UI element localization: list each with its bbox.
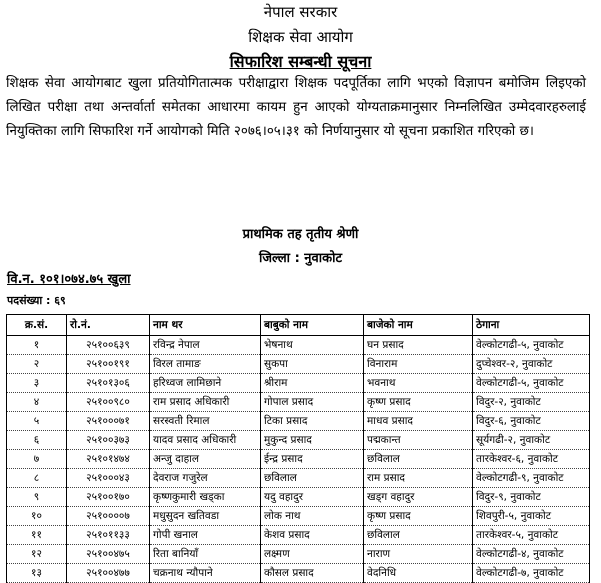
grandfather-name-cell: वेदनिधि xyxy=(364,564,473,583)
name-cell: गोपी खनाल xyxy=(150,526,261,545)
table-row xyxy=(7,545,590,564)
serial-cell: ६ xyxy=(7,431,67,450)
table-row xyxy=(7,507,590,526)
header-father-name: बाबुको नाम xyxy=(261,315,364,336)
address-cell: वेल्कोटगढी-७, नुवाकोट xyxy=(473,564,590,583)
name-cell: हरिध्वज लामिछाने xyxy=(150,374,261,393)
grandfather-name-cell: कृष्ण प्रसाद xyxy=(364,507,473,526)
father-name-cell: गोपाल प्रसाद xyxy=(261,393,364,412)
father-name-cell: यदु वहादुर xyxy=(261,488,364,507)
address-cell: सूर्यगढी-२, नुवाकोट xyxy=(473,431,590,450)
father-name-cell: टिका प्रसाद xyxy=(261,412,364,431)
serial-cell: ३ xyxy=(7,374,67,393)
name-cell: रिता बानियाँ xyxy=(150,545,261,564)
advertisement-number: वि.न. १०१।०७४.७५ खुला xyxy=(7,272,131,287)
grandfather-name-cell: घन प्रसाद xyxy=(364,336,473,355)
notice-paragraph: शिक्षक सेवा आयोगबाट खुला प्रतियोगितात्मक परीक्षाद्वारा शिक्षक पदपूर्तिका लागि भएको विज्ञापन बमोजिम लिइएको लिखित परीक्षा तथा अन्तर्वार्ता समेतका आधारमा कायम हुन आएको योग्यताक्रमानुसार निम्नलिखित उम्मेदवारहरुलाई नियुक्तिका लागि सिफारिश गर्ने आयोगको मिति २०७६।०५।३१ को निर्णयानुसार यो सूचना प्रकाशित गरिएको छ। xyxy=(6,76,586,139)
roll-number-cell: २५१००१९१ xyxy=(67,355,150,374)
table-row xyxy=(7,374,590,393)
address-cell: तारकेश्वर-६, नुवाकोट xyxy=(473,450,590,469)
name-cell: विरल तामाङ xyxy=(150,355,261,374)
address-cell: वेल्कोटगढी-५, नुवाकोट xyxy=(473,374,590,393)
grandfather-name-cell: पद्मकान्त xyxy=(364,431,473,450)
serial-cell: २ xyxy=(7,355,67,374)
address-cell: शिवपुरी-५, नुवाकोट xyxy=(473,507,590,526)
serial-cell: १० xyxy=(7,507,67,526)
father-name-cell: मुकुन्द प्रसाद xyxy=(261,431,364,450)
roll-number-cell: २५१०१३०६ xyxy=(67,374,150,393)
table-row xyxy=(7,393,590,412)
roll-number-cell: २५१०००७१ xyxy=(67,412,150,431)
address-cell: विदुर-६, नुवाकोट xyxy=(473,412,590,431)
father-name-cell: भेषनाथ xyxy=(261,336,364,355)
grandfather-name-cell: छविलाल xyxy=(364,526,473,545)
table-row xyxy=(7,488,590,507)
roll-number-cell: २५१००९८० xyxy=(67,393,150,412)
father-name-cell: केशव प्रसाद xyxy=(261,526,364,545)
serial-cell: ५ xyxy=(7,412,67,431)
table-row xyxy=(7,431,590,450)
serial-cell: १३ xyxy=(7,564,67,583)
grandfather-name-cell: राम प्रसाद xyxy=(364,469,473,488)
roll-number-cell: २५१००००७ xyxy=(67,507,150,526)
grandfather-name-cell: माधव प्रसाद xyxy=(364,412,473,431)
address-cell: वेल्कोटगढी-५, नुवाकोट xyxy=(473,336,590,355)
father-name-cell: कौसल प्रसाद xyxy=(261,564,364,583)
header-name: नाम थर xyxy=(150,315,261,336)
address-cell: विदुर-९, नुवाकोट xyxy=(473,488,590,507)
address-cell: विदुर-२, नुवाकोट xyxy=(473,393,590,412)
table-header-row xyxy=(7,315,590,336)
header-serial: क्र.सं. xyxy=(7,315,67,336)
post-count: पदसंख्या : ६९ xyxy=(7,294,66,307)
header-roll-number: रो.नं. xyxy=(67,315,150,336)
table-row xyxy=(7,564,590,583)
grandfather-name-cell: कृष्ण प्रसाद xyxy=(364,393,473,412)
table-row xyxy=(7,336,590,355)
grandfather-name-cell: छविलाल xyxy=(364,450,473,469)
table-row xyxy=(7,412,590,431)
address-cell: तारकेश्वर-५, नुवाकोट xyxy=(473,526,590,545)
grandfather-name-cell: भवनाथ xyxy=(364,374,473,393)
father-name-cell: लोक नाथ xyxy=(261,507,364,526)
name-cell: मधुसुदन खतिवडा xyxy=(150,507,261,526)
roll-number-cell: २५१०११३३ xyxy=(67,526,150,545)
table-row xyxy=(7,526,590,545)
father-name-cell: छविलाल xyxy=(261,469,364,488)
table-row xyxy=(7,450,590,469)
name-cell: देवराज गजुरेल xyxy=(150,469,261,488)
name-cell: कृष्णकुमारी खड्का xyxy=(150,488,261,507)
roll-number-cell: २५१००१७० xyxy=(67,488,150,507)
name-cell: यादव प्रसाद अधिकारी xyxy=(150,431,261,450)
recommendation-table xyxy=(6,314,590,583)
level-heading: प्राथमिक तह तृतीय श्रेणी xyxy=(242,227,359,242)
address-cell: वेल्कोटगढी-४, नुवाकोट xyxy=(473,545,590,564)
grandfather-name-cell: विनाराम xyxy=(364,355,473,374)
name-cell: चक्रनाथ न्यौपाने xyxy=(150,564,261,583)
grandfather-name-cell: खड्ग वहादुर xyxy=(364,488,473,507)
roll-number-cell: २५१००६३९ xyxy=(67,336,150,355)
table-row xyxy=(7,355,590,374)
address-cell: वेल्कोटगढी-९, नुवाकोट xyxy=(473,469,590,488)
notice-title: सिफारिश सम्बन्धी सूचना xyxy=(229,52,372,71)
roll-number-cell: २५१००४७५ xyxy=(67,545,150,564)
serial-cell: ७ xyxy=(7,450,67,469)
serial-cell: १ xyxy=(7,336,67,355)
name-cell: राम प्रसाद अधिकारी xyxy=(150,393,261,412)
serial-cell: ११ xyxy=(7,526,67,545)
table-row xyxy=(7,469,590,488)
roll-number-cell: २५१०१४७४ xyxy=(67,450,150,469)
name-cell: अन्जु दाहाल xyxy=(150,450,261,469)
government-heading: नेपाल सरकार xyxy=(263,3,338,21)
name-cell: रविन्द्र नेपाल xyxy=(150,336,261,355)
serial-cell: ८ xyxy=(7,469,67,488)
commission-heading: शिक्षक सेवा आयोग xyxy=(248,28,353,46)
father-name-cell: ईन्द्र प्रसाद xyxy=(261,450,364,469)
address-cell: दुप्चेश्वर-२, नुवाकोट xyxy=(473,355,590,374)
serial-cell: ४ xyxy=(7,393,67,412)
grandfather-name-cell: नाराण xyxy=(364,545,473,564)
district-heading: जिल्ला : नुवाकोट xyxy=(258,251,343,266)
father-name-cell: लक्ष्मण xyxy=(261,545,364,564)
name-cell: सरस्वती रिमाल xyxy=(150,412,261,431)
father-name-cell: श्रीराम xyxy=(261,374,364,393)
header-grandfather-name: बाजेको नाम xyxy=(364,315,473,336)
roll-number-cell: २५१०००४३ xyxy=(67,469,150,488)
roll-number-cell: २५१००४७७ xyxy=(67,564,150,583)
header-address: ठेगाना xyxy=(473,315,590,336)
father-name-cell: सुकपा xyxy=(261,355,364,374)
serial-cell: ९ xyxy=(7,488,67,507)
roll-number-cell: २५१००३७३ xyxy=(67,431,150,450)
serial-cell: १२ xyxy=(7,545,67,564)
